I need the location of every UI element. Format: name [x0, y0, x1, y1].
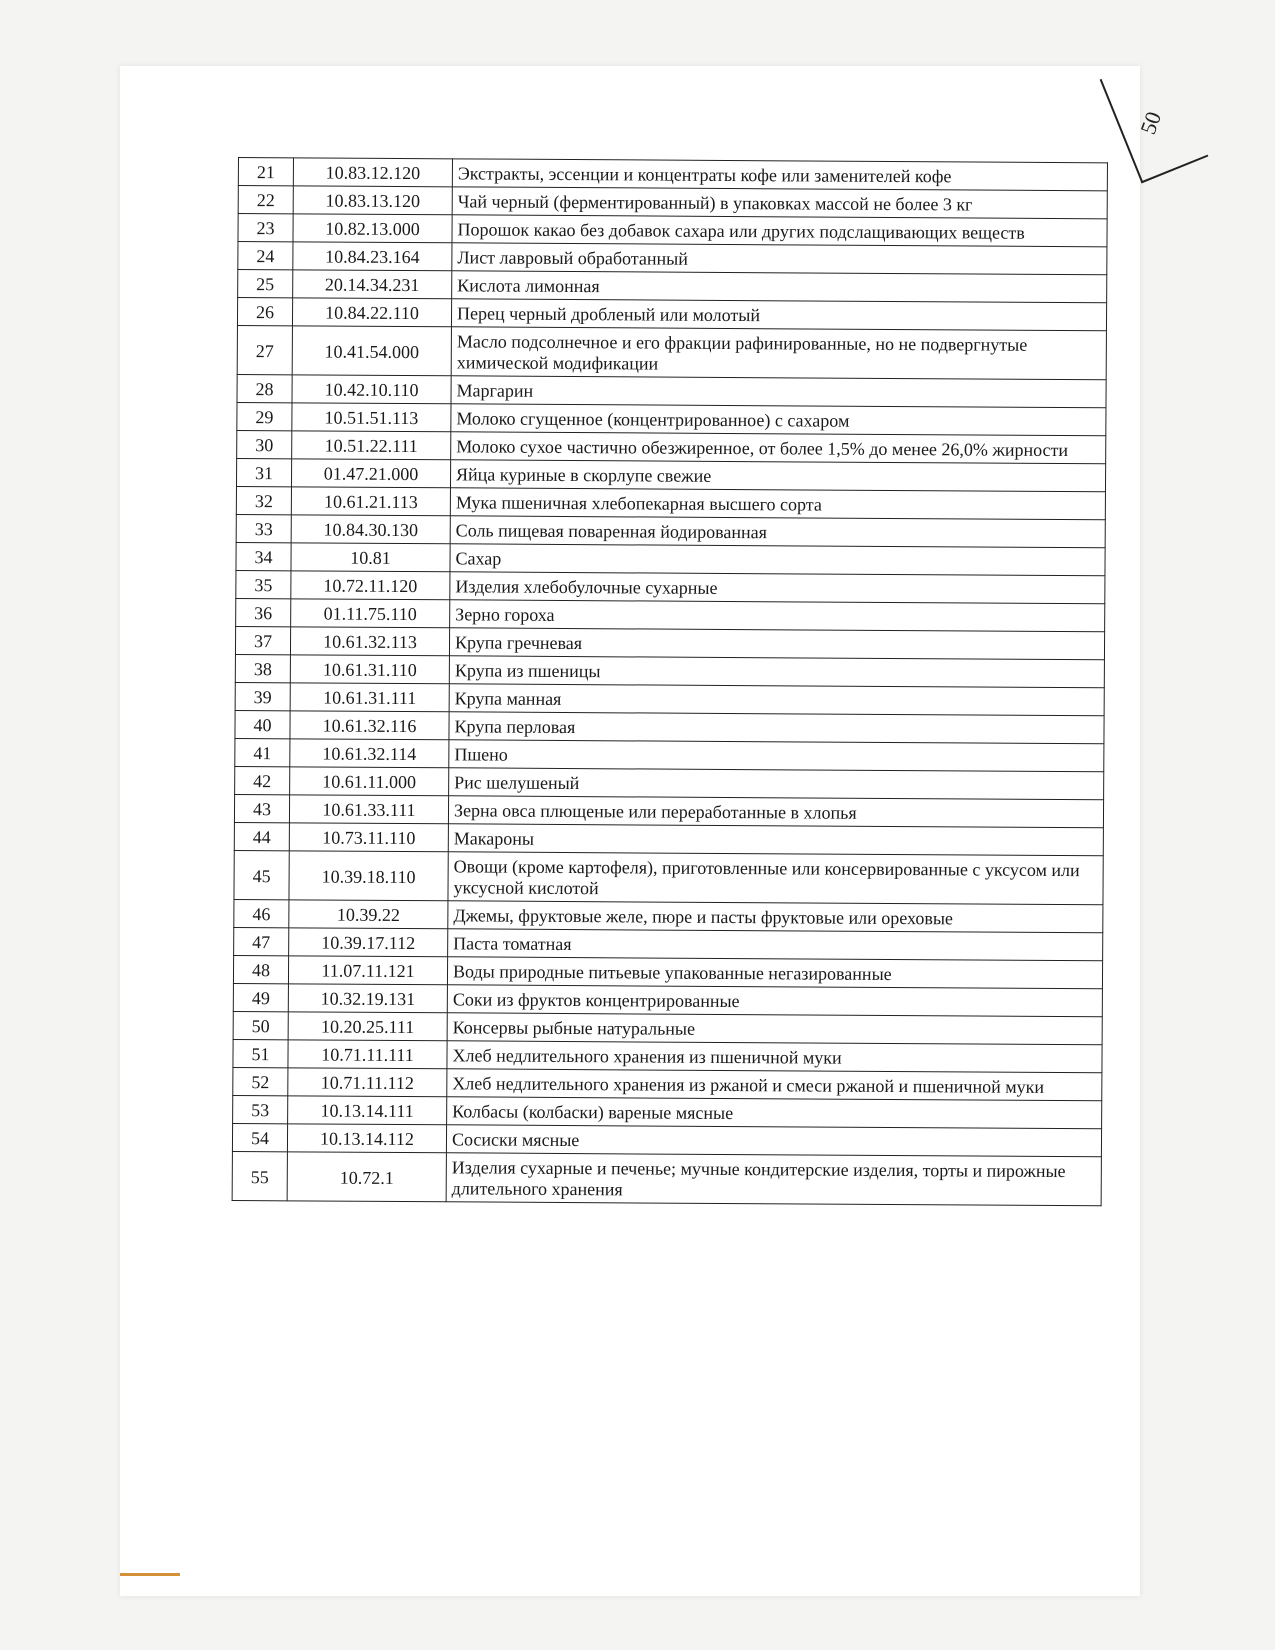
- row-code: 10.32.19.131: [288, 984, 447, 1013]
- row-name: Сахар: [450, 544, 1105, 576]
- row-code: 10.61.21.113: [291, 487, 450, 516]
- row-code: 10.41.54.000: [292, 326, 451, 376]
- table-row: [234, 850, 1103, 904]
- row-number: 43: [234, 794, 289, 822]
- row-name: Консервы рыбные натуральные: [447, 1013, 1102, 1045]
- row-number: 40: [235, 710, 290, 738]
- products-table-body: [232, 158, 1107, 1206]
- row-code: 10.71.11.111: [288, 1040, 447, 1069]
- row-name: Зерно гороха: [450, 600, 1105, 632]
- row-number: 31: [236, 458, 291, 486]
- row-name: Воды природные питьевые упакованные негазированные: [447, 957, 1102, 989]
- row-code: 10.61.33.111: [289, 795, 448, 824]
- row-number: 26: [237, 298, 292, 326]
- row-name: Джемы, фруктовые желе, пюре и пасты фруктовые или ореховые: [448, 901, 1103, 933]
- row-name: Экстракты, эссенции и концентраты кофе или заменителей кофе: [452, 159, 1107, 191]
- row-number: 32: [236, 486, 291, 514]
- row-code: 10.71.11.112: [288, 1068, 447, 1097]
- row-name: Овощи (кроме картофеля), приготовленные или консервированные с уксусом или уксусной кислотой: [448, 852, 1103, 905]
- row-number: 35: [236, 570, 291, 598]
- row-number: 39: [235, 682, 290, 710]
- row-code: 10.39.22: [289, 900, 448, 929]
- row-number: 46: [234, 899, 289, 927]
- row-name: Лист лавровый обработанный: [452, 243, 1107, 275]
- row-number: 48: [233, 955, 288, 983]
- row-code: 10.84.22.110: [292, 298, 451, 327]
- row-name: Пшено: [449, 740, 1104, 772]
- row-code: 10.72.1: [287, 1152, 446, 1202]
- row-code: 10.61.31.111: [290, 683, 449, 712]
- row-code: 01.47.21.000: [291, 459, 450, 488]
- row-code: 11.07.11.121: [288, 956, 447, 985]
- row-code: 10.61.32.113: [290, 627, 449, 656]
- row-number: 51: [233, 1039, 288, 1067]
- row-number: 27: [237, 325, 292, 374]
- row-code: 10.42.10.110: [292, 375, 451, 404]
- row-name: Кислота лимонная: [452, 271, 1107, 303]
- row-number: 50: [233, 1011, 288, 1039]
- row-name: Изделия хлебобулочные сухарные: [450, 572, 1105, 604]
- row-name: Молоко сухое частично обезжиренное, от более 1,5% до менее 26,0% жирности: [451, 432, 1106, 464]
- row-code: 10.83.12.120: [293, 158, 452, 187]
- table-row: [232, 1151, 1101, 1205]
- row-name: Перец черный дробленый или молотый: [451, 299, 1106, 331]
- row-code: 10.51.51.113: [292, 403, 451, 432]
- row-code: 10.61.32.116: [290, 711, 449, 740]
- row-number: 21: [238, 158, 293, 186]
- row-name: Рис шелушеный: [449, 768, 1104, 800]
- row-name: Крупа перловая: [449, 712, 1104, 744]
- row-number: 22: [238, 186, 293, 214]
- row-code: 10.84.30.130: [291, 515, 450, 544]
- row-code: 10.61.11.000: [290, 767, 449, 796]
- row-code: 10.83.13.120: [293, 186, 452, 215]
- row-name: Зерна овса плющеные или переработанные в хлопья: [448, 796, 1103, 828]
- row-number: 37: [235, 626, 290, 654]
- row-code: 01.11.75.110: [291, 599, 450, 628]
- row-number: 55: [232, 1151, 287, 1200]
- row-number: 52: [233, 1067, 288, 1095]
- row-number: 54: [232, 1123, 287, 1151]
- row-name: Мука пшеничная хлебопекарная высшего сорта: [450, 488, 1105, 520]
- row-name: Чай черный (ферментированный) в упаковках массой не более 3 кг: [452, 187, 1107, 219]
- row-number: 44: [234, 822, 289, 850]
- row-number: 34: [236, 542, 291, 570]
- row-name: Молоко сгущенное (концентрированное) с сахаром: [451, 404, 1106, 436]
- row-number: 53: [233, 1095, 288, 1123]
- page-marker: 50: [1135, 108, 1167, 138]
- row-number: 33: [236, 514, 291, 542]
- row-name: Крупа из пшеницы: [449, 656, 1104, 688]
- row-name: Изделия сухарные и печенье; мучные кондитерские изделия, торты и пирожные длительного хранения: [446, 1153, 1101, 1206]
- row-number: 45: [234, 850, 289, 899]
- row-name: Соль пищевая поваренная йодированная: [450, 516, 1105, 548]
- row-code: 10.39.18.110: [289, 851, 448, 901]
- row-number: 24: [238, 242, 293, 270]
- row-number: 29: [237, 402, 292, 430]
- row-number: 47: [234, 927, 289, 955]
- row-code: 10.84.23.164: [293, 242, 452, 271]
- row-name: Порошок какао без добавок сахара или других подслащивающих веществ: [452, 215, 1107, 247]
- row-code: 10.39.17.112: [289, 928, 448, 957]
- row-code: 10.61.32.114: [290, 739, 449, 768]
- row-name: Крупа гречневая: [449, 628, 1104, 660]
- row-code: 10.13.14.111: [288, 1096, 447, 1125]
- row-number: 30: [237, 430, 292, 458]
- row-code: 10.13.14.112: [287, 1124, 446, 1153]
- row-name: Крупа манная: [449, 684, 1104, 716]
- row-number: 38: [235, 654, 290, 682]
- row-code: 10.61.31.110: [290, 655, 449, 684]
- row-code: 10.51.22.111: [292, 431, 451, 460]
- row-name: Масло подсолнечное и его фракции рафинированные, но не подвергнутые химической модификации: [451, 327, 1106, 380]
- row-name: Паста томатная: [448, 929, 1103, 961]
- row-number: 42: [235, 766, 290, 794]
- row-number: 25: [238, 270, 293, 298]
- row-number: 41: [235, 738, 290, 766]
- row-code: 10.81: [291, 543, 450, 572]
- row-number: 49: [233, 983, 288, 1011]
- row-code: 10.20.25.111: [288, 1012, 447, 1041]
- table-row: [237, 325, 1106, 379]
- row-name: Хлеб недлительного хранения из ржаной и смеси ржаной и пшеничной муки: [447, 1069, 1102, 1101]
- row-code: 20.14.34.231: [293, 270, 452, 299]
- row-code: 10.73.11.110: [289, 823, 448, 852]
- row-name: Маргарин: [451, 376, 1106, 408]
- row-name: Сосиски мясные: [446, 1125, 1101, 1157]
- products-table: [232, 157, 1108, 1206]
- row-name: Хлеб недлительного хранения из пшеничной муки: [447, 1041, 1102, 1073]
- row-name: Макароны: [448, 824, 1103, 856]
- row-number: 28: [237, 374, 292, 402]
- row-name: Яйца куриные в скорлупе свежие: [450, 460, 1105, 492]
- row-number: 23: [238, 214, 293, 242]
- row-name: Колбасы (колбаски) вареные мясные: [447, 1097, 1102, 1129]
- row-number: 36: [236, 598, 291, 626]
- row-code: 10.72.11.120: [291, 571, 450, 600]
- row-name: Соки из фруктов концентрированные: [447, 985, 1102, 1017]
- row-code: 10.82.13.000: [293, 214, 452, 243]
- edge-mark: [120, 1573, 180, 1576]
